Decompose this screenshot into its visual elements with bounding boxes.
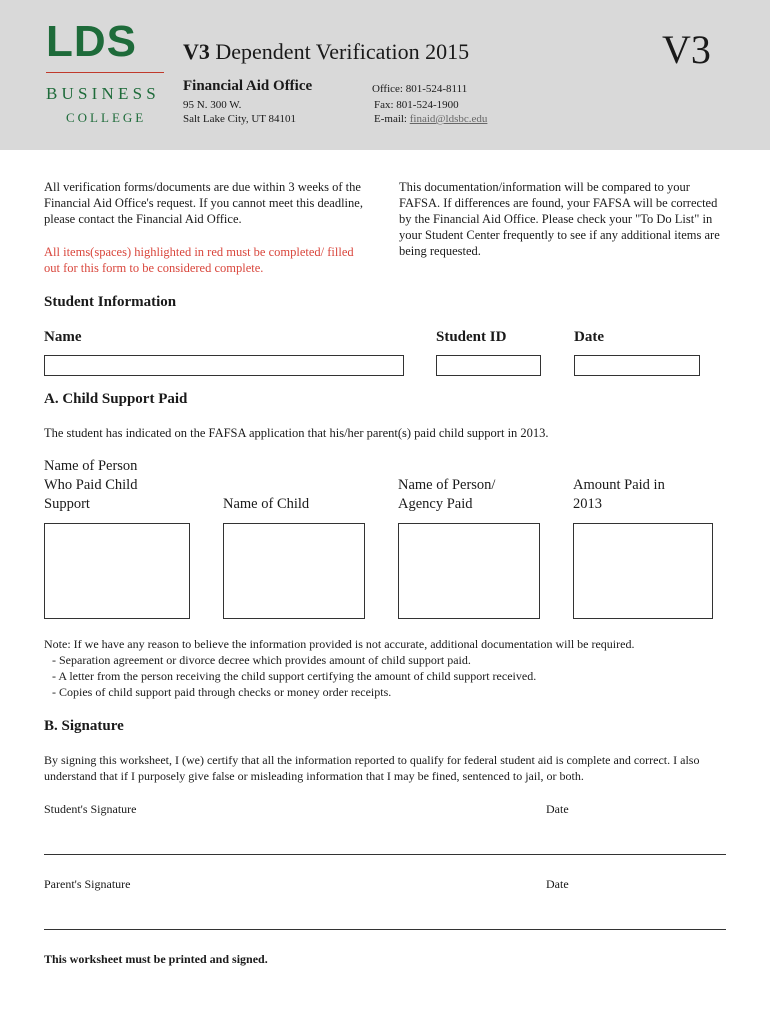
logo-college-text: COLLEGE [66,110,147,125]
intro-required-notice: All items(spaces) highlighted in red must be completed/ filled out for this form to be considered complete. [44,245,354,275]
student-signature-line[interactable] [44,854,726,855]
student-info-heading: Student Information [44,294,177,310]
intro-fafsa-text: This documentation/information will be compared to your FAFSA. If differences are found, your FAFSA will be corrected by the Financial Aid Office. Please check your "To Do List" in your Student Center frequently to see if any additional items are being requested. [399,180,720,258]
document-title-code: V3 [183,39,210,64]
certification-text: By signing this worksheet, I (we) certify that all the information reported to qualify for federal student aid is complete and correct. I also understand that if I purposely give false or misleading information that I may be fined, sentenced to jail, or both. [44,753,700,783]
office-address-line1: 95 N. 300 W. [183,99,242,111]
office-address-line2: Salt Lake City, UT 84101 [183,113,297,125]
version-badge: V3 [662,27,711,72]
note-intro: Note: If we have any reason to believe the information provided is not accurate, additional documentation will be required. [44,637,635,651]
student-signature-label: Student's Signature [44,802,137,816]
section-a-description: The student has indicated on the FAFSA application that his/her parent(s) paid child support in 2013. [44,426,549,440]
note-item: - A letter from the person receiving the child support certifying the amount of child support received. [52,669,537,683]
name-label: Name [44,329,82,345]
section-a-heading: A. Child Support Paid [44,391,188,407]
parent-signature-line[interactable] [44,929,726,930]
document-title [183,38,469,66]
child-name-input[interactable] [223,523,365,619]
document-title-text: Dependent Verification 2015 [209,39,470,64]
office-phone: Office: 801-524-8111 [372,83,468,95]
student-date-label: Date [546,802,569,816]
logo-lds-text: LDS [46,17,137,66]
note-item: - Separation agreement or divorce decree which provides amount of child support paid. [52,653,471,667]
print-sign-notice: This worksheet must be printed and signed. [44,952,268,966]
column-payer-name: Name of Person Who Paid Child Support [44,458,138,512]
column-child-name: Name of Child [223,496,310,512]
date-input[interactable] [574,355,700,376]
office-email-row [374,112,487,126]
logo-business-text: BUSINESS [46,84,160,103]
date-label: Date [574,329,604,345]
header-banner [0,0,770,150]
amount-paid-input[interactable] [573,523,713,619]
parent-date-label: Date [546,877,569,891]
section-b-heading: B. Signature [44,718,124,734]
name-input[interactable] [44,355,404,376]
column-agency-name: Name of Person/ Agency Paid [398,477,496,512]
office-email-label: E-mail: [374,113,410,125]
office-email-link[interactable]: finaid@ldsbc.edu [409,113,488,125]
office-fax: Fax: 801-524-1900 [374,99,459,111]
intro-deadline-text: All verification forms/documents are due within 3 weeks of the Financial Aid Office's request. If you cannot meet this deadline, please contact the Financial Aid Office. [44,180,363,226]
logo-divider [46,72,164,73]
student-id-label: Student ID [436,329,507,345]
payer-name-input[interactable] [44,523,190,619]
parent-signature-label: Parent's Signature [44,877,131,891]
column-amount-paid: Amount Paid in 2013 [573,477,665,512]
student-id-input[interactable] [436,355,541,376]
office-name: Financial Aid Office [183,78,313,94]
agency-name-input[interactable] [398,523,540,619]
note-item: - Copies of child support paid through checks or money order receipts. [52,685,392,699]
